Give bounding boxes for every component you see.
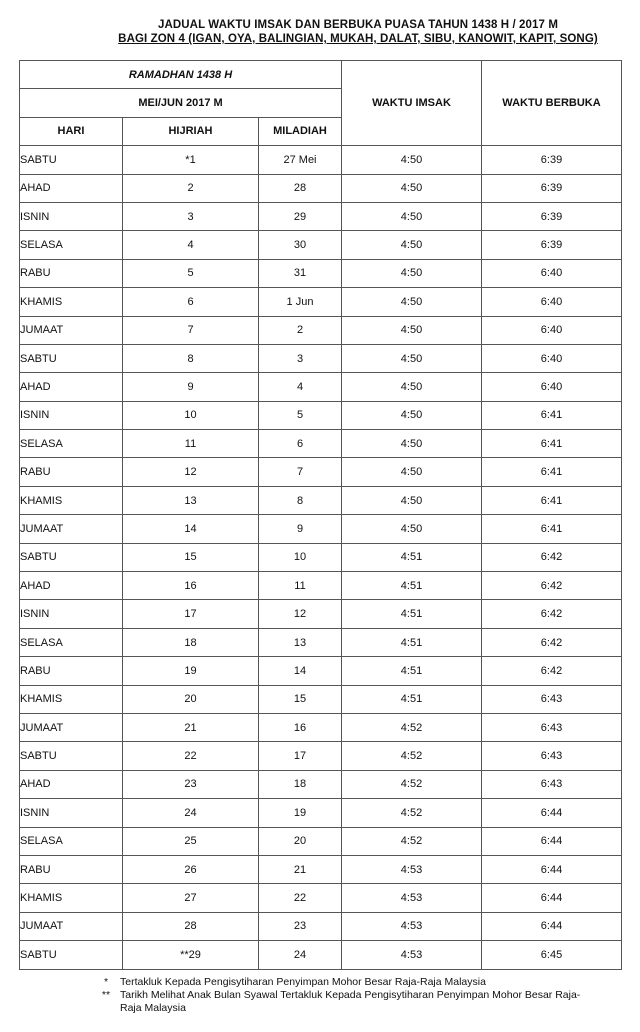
miladiah-cell: 7	[259, 458, 342, 486]
berbuka-time-cell: 6:44	[482, 855, 622, 883]
miladiah-cell: 27 Mei	[259, 146, 342, 174]
hari-cell: RABU	[20, 657, 123, 685]
miladiah-cell: 23	[259, 912, 342, 940]
table-row	[20, 685, 622, 713]
hari-cell: ISNIN	[20, 600, 123, 628]
miladiah-cell: 17	[259, 742, 342, 770]
imsak-time-cell: 4:53	[342, 884, 482, 912]
berbuka-time-cell: 6:41	[482, 401, 622, 429]
berbuka-time-cell: 6:43	[482, 685, 622, 713]
berbuka-time-cell: 6:40	[482, 259, 622, 287]
table-row	[20, 855, 622, 883]
hijriah-cell: 9	[123, 373, 259, 401]
hijriah-cell: 5	[123, 259, 259, 287]
berbuka-time-cell: 6:44	[482, 799, 622, 827]
hari-cell: AHAD	[20, 373, 123, 401]
table-row	[20, 827, 622, 855]
miladiah-cell: 24	[259, 941, 342, 969]
berbuka-time-cell: 6:41	[482, 430, 622, 458]
imsak-time-cell: 4:51	[342, 543, 482, 571]
table-row	[20, 344, 622, 372]
hijriah-cell: **29	[123, 941, 259, 969]
imsak-time-cell: 4:53	[342, 912, 482, 940]
table-row	[20, 543, 622, 571]
miladiah-cell: 30	[259, 231, 342, 259]
imsak-time-cell: 4:53	[342, 941, 482, 969]
hari-cell: ISNIN	[20, 401, 123, 429]
hijriah-cell: 15	[123, 543, 259, 571]
hijriah-cell: 23	[123, 770, 259, 798]
hijriah-cell: 20	[123, 685, 259, 713]
footnote-text: Tertakluk Kepada Pengisytiharan Penyimpan Mohor Besar Raja-Raja Malaysia	[120, 976, 486, 988]
table-row	[20, 912, 622, 940]
hari-cell: SABTU	[20, 344, 123, 372]
hari-cell: AHAD	[20, 572, 123, 600]
hijriah-cell: 24	[123, 799, 259, 827]
berbuka-time-cell: 6:41	[482, 486, 622, 514]
hijriah-cell: 16	[123, 572, 259, 600]
document-title: JADUAL WAKTU IMSAK DAN BERBUKA PUASA TAHUN 1438 H / 2017 M	[157, 19, 559, 31]
hari-cell: SELASA	[20, 628, 123, 656]
miladiah-cell: 10	[259, 543, 342, 571]
hari-cell: SELASA	[20, 827, 123, 855]
table-row	[20, 288, 622, 316]
hijriah-cell: 25	[123, 827, 259, 855]
hari-cell: RABU	[20, 855, 123, 883]
miladiah-cell: 3	[259, 344, 342, 372]
berbuka-time-cell: 6:42	[482, 600, 622, 628]
hari-cell: ISNIN	[20, 799, 123, 827]
table-row	[20, 259, 622, 287]
hijriah-cell: 22	[123, 742, 259, 770]
berbuka-time-cell: 6:40	[482, 316, 622, 344]
miladiah-cell: 4	[259, 373, 342, 401]
table-row	[20, 458, 622, 486]
miladiah-cell: 21	[259, 855, 342, 883]
miladiah-cell: 19	[259, 799, 342, 827]
berbuka-time-cell: 6:42	[482, 572, 622, 600]
miladiah-cell: 9	[259, 515, 342, 543]
imsak-time-cell: 4:50	[342, 202, 482, 230]
hijriah-cell: 2	[123, 174, 259, 202]
miladiah-cell: 8	[259, 486, 342, 514]
miladiah-cell: 16	[259, 713, 342, 741]
hijriah-cell: 13	[123, 486, 259, 514]
hijriah-cell: 12	[123, 458, 259, 486]
imsak-time-cell: 4:52	[342, 799, 482, 827]
imsak-time-cell: 4:50	[342, 401, 482, 429]
hari-column-header: HARI	[20, 117, 123, 145]
table-row	[20, 373, 622, 401]
footnotes	[92, 976, 600, 1015]
hari-cell: SABTU	[20, 543, 123, 571]
imsak-time-cell: 4:52	[342, 827, 482, 855]
berbuka-time-cell: 6:39	[482, 174, 622, 202]
berbuka-time-cell: 6:42	[482, 628, 622, 656]
hijriah-cell: 19	[123, 657, 259, 685]
hijriah-cell: 6	[123, 288, 259, 316]
hijriah-cell: 4	[123, 231, 259, 259]
table-row	[20, 742, 622, 770]
hari-cell: KHAMIS	[20, 884, 123, 912]
miladiah-cell: 2	[259, 316, 342, 344]
footnote-1	[92, 976, 600, 989]
imsak-time-cell: 4:53	[342, 855, 482, 883]
hijriah-cell: 10	[123, 401, 259, 429]
berbuka-time-cell: 6:44	[482, 884, 622, 912]
table-row	[20, 430, 622, 458]
hari-cell: SABTU	[20, 941, 123, 969]
imsak-time-cell: 4:50	[342, 288, 482, 316]
hijriah-cell: 14	[123, 515, 259, 543]
berbuka-time-cell: 6:43	[482, 742, 622, 770]
miladiah-cell: 14	[259, 657, 342, 685]
hijriah-column-header: HIJRIAH	[123, 117, 259, 145]
berbuka-time-cell: 6:42	[482, 543, 622, 571]
miladiah-column-header: MILADIAH	[259, 117, 342, 145]
table-row	[20, 572, 622, 600]
berbuka-time-cell: 6:43	[482, 713, 622, 741]
document-subtitle-zone: BAGI ZON 4 (IGAN, OYA, BALINGIAN, MUKAH, DALAT, SIBU, KANOWIT, KAPIT, SONG)	[118, 33, 598, 45]
table-row	[20, 628, 622, 656]
hari-cell: SELASA	[20, 231, 123, 259]
hari-cell: KHAMIS	[20, 486, 123, 514]
table-row	[20, 174, 622, 202]
imsak-time-cell: 4:51	[342, 628, 482, 656]
imsak-time-cell: 4:50	[342, 259, 482, 287]
hijriah-cell: 21	[123, 713, 259, 741]
berbuka-time-cell: 6:44	[482, 912, 622, 940]
hari-cell: JUMAAT	[20, 316, 123, 344]
miladiah-cell: 28	[259, 174, 342, 202]
miladiah-cell: 20	[259, 827, 342, 855]
berbuka-time-cell: 6:39	[482, 231, 622, 259]
table-row	[20, 146, 622, 174]
berbuka-column-header: WAKTU BERBUKA	[482, 61, 622, 146]
table-row	[20, 486, 622, 514]
imsak-time-cell: 4:50	[342, 231, 482, 259]
berbuka-time-cell: 6:43	[482, 770, 622, 798]
imsak-time-cell: 4:50	[342, 344, 482, 372]
hijriah-cell: 28	[123, 912, 259, 940]
miladiah-cell: 6	[259, 430, 342, 458]
hijriah-cell: 26	[123, 855, 259, 883]
footnote-2	[92, 989, 600, 1015]
hijriah-cell: 11	[123, 430, 259, 458]
hari-cell: SELASA	[20, 430, 123, 458]
table-row	[20, 231, 622, 259]
berbuka-time-cell: 6:39	[482, 202, 622, 230]
berbuka-time-cell: 6:40	[482, 344, 622, 372]
hijriah-cell: 18	[123, 628, 259, 656]
footnote-mark: *	[103, 976, 109, 988]
table-row	[20, 515, 622, 543]
table-row	[20, 202, 622, 230]
berbuka-time-cell: 6:40	[482, 373, 622, 401]
table-row	[20, 941, 622, 969]
table-row	[20, 401, 622, 429]
hijriah-cell: 3	[123, 202, 259, 230]
miladiah-cell: 12	[259, 600, 342, 628]
hari-cell: JUMAAT	[20, 713, 123, 741]
imsak-time-cell: 4:50	[342, 146, 482, 174]
imsak-time-cell: 4:50	[342, 486, 482, 514]
ramadhan-header: RAMADHAN 1438 H	[20, 61, 342, 89]
imsak-time-cell: 4:50	[342, 373, 482, 401]
footnote-text: Tarikh Melihat Anak Bulan Syawal Tertakluk Kepada Pengisytiharan Penyimpan Mohor Besar Raja-Raja Malaysia	[120, 989, 581, 1014]
hari-cell: KHAMIS	[20, 685, 123, 713]
imsak-time-cell: 4:51	[342, 600, 482, 628]
miladiah-cell: 1 Jun	[259, 288, 342, 316]
table-row	[20, 770, 622, 798]
miladiah-cell: 31	[259, 259, 342, 287]
imsak-time-cell: 4:51	[342, 685, 482, 713]
miladiah-cell: 22	[259, 884, 342, 912]
berbuka-time-cell: 6:41	[482, 515, 622, 543]
table-row	[20, 316, 622, 344]
hari-cell: RABU	[20, 458, 123, 486]
hari-cell: SABTU	[20, 742, 123, 770]
berbuka-time-cell: 6:39	[482, 146, 622, 174]
imsak-time-cell: 4:50	[342, 316, 482, 344]
imsak-time-cell: 4:52	[342, 770, 482, 798]
table-row	[20, 884, 622, 912]
miladiah-cell: 11	[259, 572, 342, 600]
miladiah-cell: 5	[259, 401, 342, 429]
hari-cell: JUMAAT	[20, 912, 123, 940]
hijriah-cell: 27	[123, 884, 259, 912]
footnote-mark: **	[101, 989, 111, 1001]
imsak-time-cell: 4:50	[342, 515, 482, 543]
month-header: MEI/JUN 2017 M	[20, 89, 342, 117]
berbuka-time-cell: 6:40	[482, 288, 622, 316]
table-row	[20, 600, 622, 628]
hijriah-cell: *1	[123, 146, 259, 174]
schedule-table	[19, 60, 622, 970]
miladiah-cell: 18	[259, 770, 342, 798]
hari-cell: AHAD	[20, 174, 123, 202]
hari-cell: SABTU	[20, 146, 123, 174]
hari-cell: ISNIN	[20, 202, 123, 230]
hari-cell: KHAMIS	[20, 288, 123, 316]
imsak-time-cell: 4:50	[342, 430, 482, 458]
table-row	[20, 713, 622, 741]
imsak-time-cell: 4:50	[342, 458, 482, 486]
berbuka-time-cell: 6:45	[482, 941, 622, 969]
imsak-time-cell: 4:52	[342, 742, 482, 770]
miladiah-cell: 29	[259, 202, 342, 230]
table-row	[20, 657, 622, 685]
imsak-time-cell: 4:52	[342, 713, 482, 741]
schedule-rows	[20, 146, 622, 969]
imsak-time-cell: 4:51	[342, 572, 482, 600]
imsak-time-cell: 4:50	[342, 174, 482, 202]
hari-cell: RABU	[20, 259, 123, 287]
berbuka-time-cell: 6:41	[482, 458, 622, 486]
hijriah-cell: 17	[123, 600, 259, 628]
miladiah-cell: 13	[259, 628, 342, 656]
imsak-time-cell: 4:51	[342, 657, 482, 685]
berbuka-time-cell: 6:44	[482, 827, 622, 855]
hari-cell: AHAD	[20, 770, 123, 798]
hijriah-cell: 7	[123, 316, 259, 344]
imsak-column-header: WAKTU IMSAK	[342, 61, 482, 146]
table-row	[20, 799, 622, 827]
berbuka-time-cell: 6:42	[482, 657, 622, 685]
miladiah-cell: 15	[259, 685, 342, 713]
hari-cell: JUMAAT	[20, 515, 123, 543]
hijriah-cell: 8	[123, 344, 259, 372]
